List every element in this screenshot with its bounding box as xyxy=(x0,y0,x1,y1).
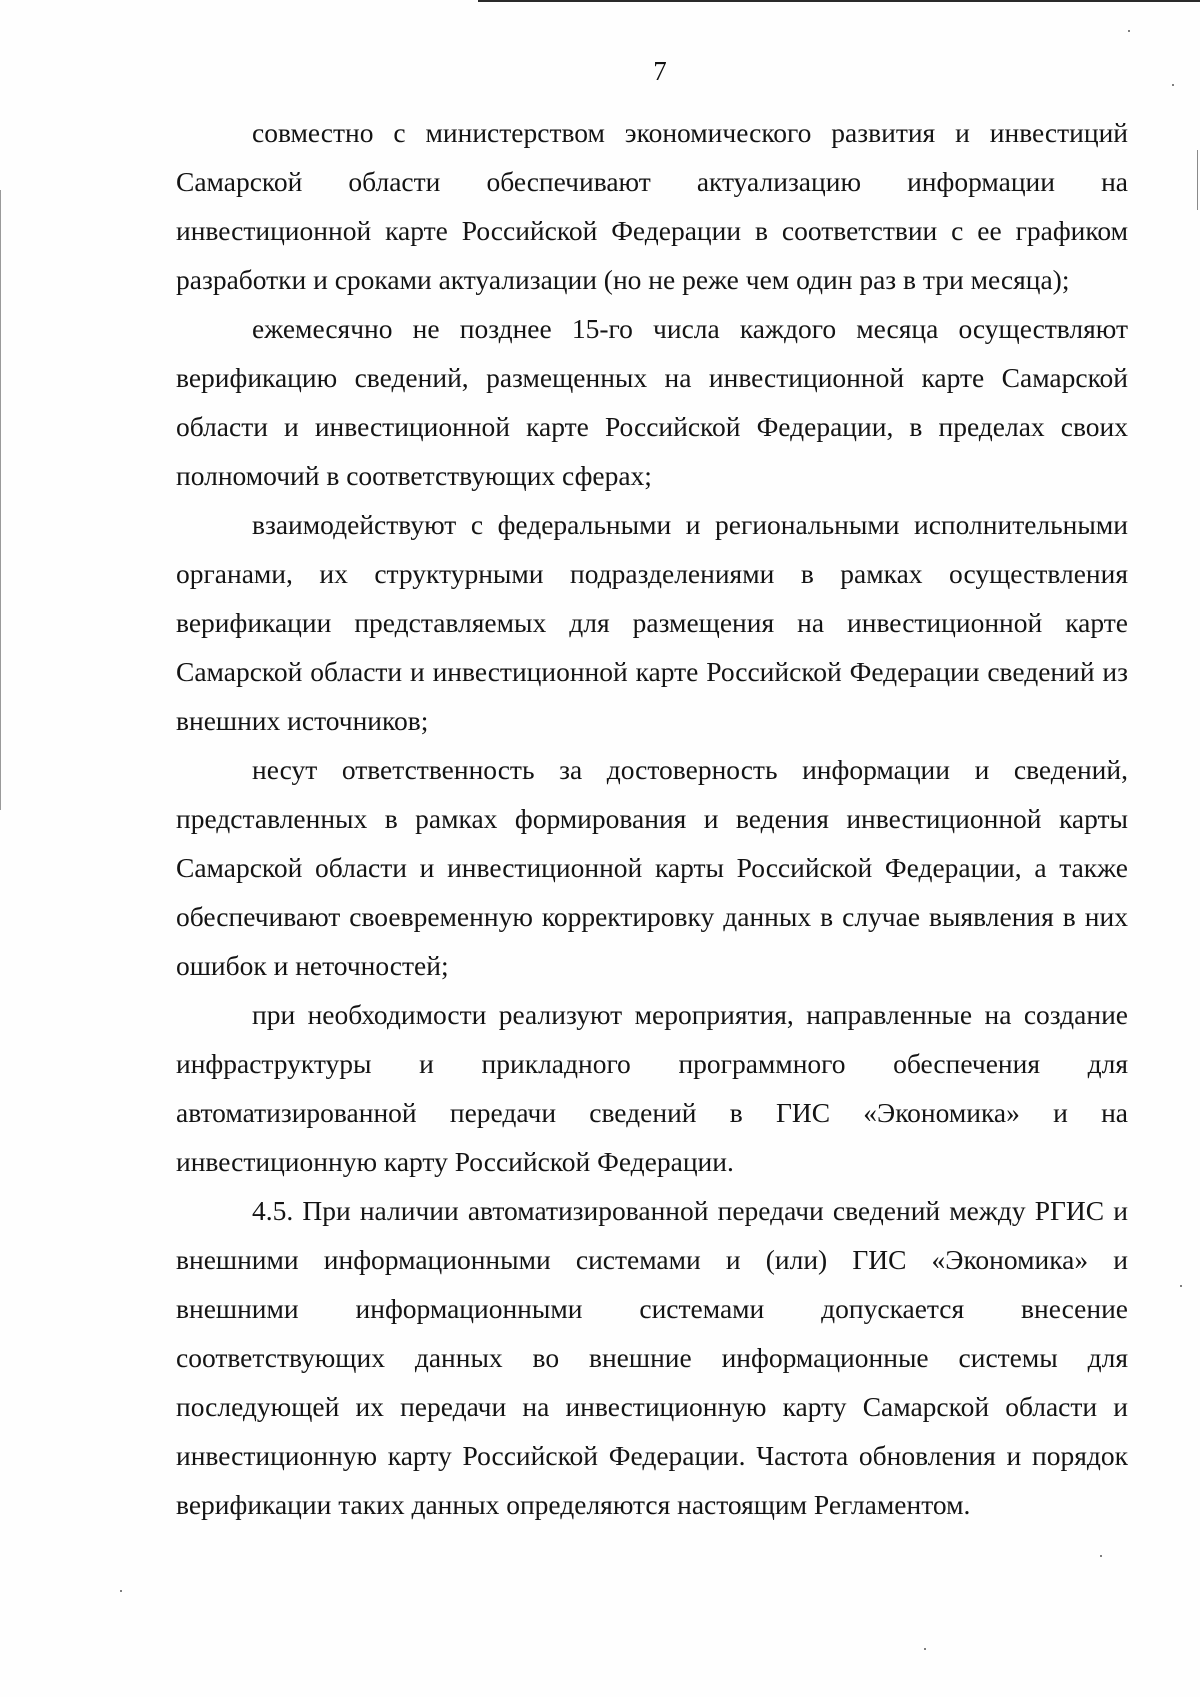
paragraph-responsibility: несут ответственность за достоверность информации и сведений, представленных в рамках формирования и ведения инвестиционной карты Самарской области и инвестиционной карты Российской Федерации, а также обеспечивают своевременную корректировку данных в случае выявления в них ошибок и неточностей; xyxy=(176,754,1128,981)
paragraph-monthly-verification: ежемесячно не позднее 15-го числа каждого месяца осуществляют верификацию сведений, размещенных на инвестиционной карте Самарской области и инвестиционной карте Российской Федерации, в пределах своих полномочий в соответствующих сферах; xyxy=(176,313,1128,491)
scan-speck xyxy=(924,1648,926,1650)
scan-speck xyxy=(1180,1285,1182,1287)
scan-speck xyxy=(120,1590,122,1592)
page-number: 7 xyxy=(653,56,667,86)
paragraph-infrastructure: при необходимости реализуют мероприятия, направленные на создание инфраструктуры и прикладного программного обеспечения для автоматизированной передачи сведений в ГИС «Экономика» и на инвестиционную карту Российской Федерации. xyxy=(176,999,1128,1177)
scan-speck xyxy=(1128,30,1130,32)
scan-speck xyxy=(1100,1555,1102,1557)
paragraph-section-4-5: 4.5. При наличии автоматизированной передачи сведений между РГИС и внешними информационными системами и (или) ГИС «Экономика» и внешними информационными системами допускается внесение соответствующих данных во внешние информационные системы для последующей их передачи на инвестиционную карту Самарской области и инвестиционную карту Российской Федерации. Частота обновления и порядок верификации таких данных определяются настоящим Регламентом. xyxy=(176,1195,1128,1520)
scan-right-edge xyxy=(1197,150,1198,210)
scan-left-edge xyxy=(0,190,1,810)
document-body xyxy=(176,108,1128,1529)
paragraph-interaction: взаимодействуют с федеральными и региональными исполнительными органами, их структурными подразделениями в рамках осуществления верификации представляемых для размещения на инвестиционной карте Самарской области и инвестиционной карте Российской Федерации сведений из внешних источников; xyxy=(176,509,1128,736)
scan-top-edge xyxy=(478,0,1200,2)
paragraph-update-investment-map: совместно с министерством экономического развития и инвестиций Самарской области обеспечивают актуализацию информации на инвестиционной карте Российской Федерации в соответствии с ее графиком разработки и сроками актуализации (но не реже чем один раз в три месяца); xyxy=(176,117,1128,295)
